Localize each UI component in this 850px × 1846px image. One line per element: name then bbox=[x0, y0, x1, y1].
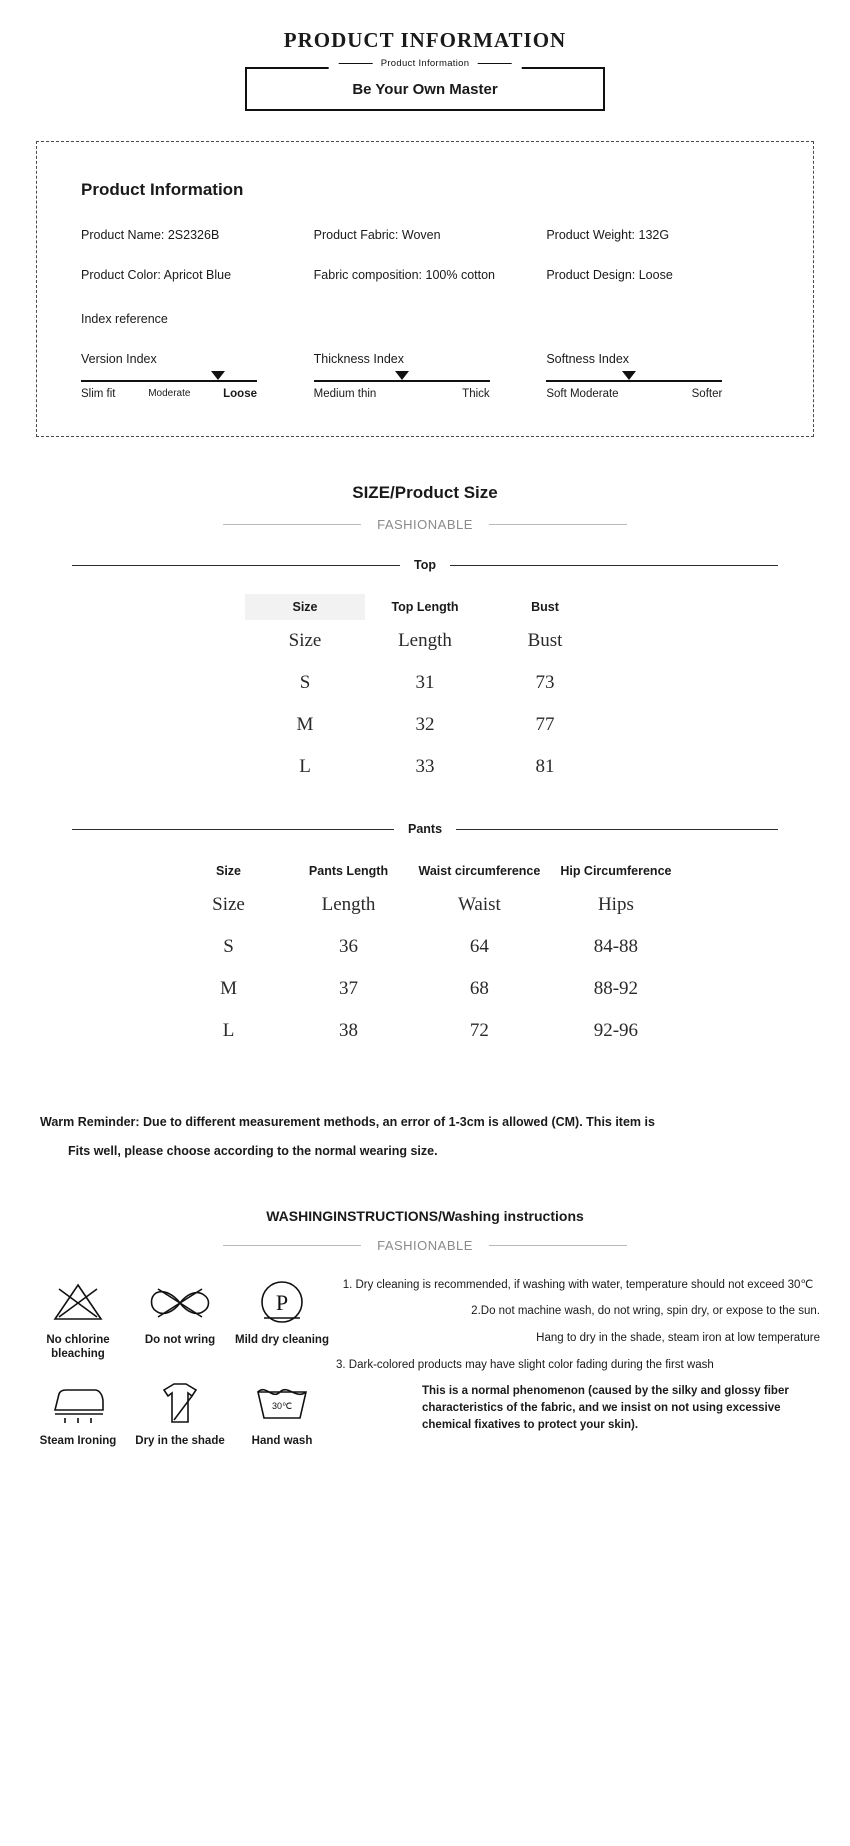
hand-wash-item bbox=[234, 1376, 330, 1448]
table-row bbox=[169, 1010, 682, 1052]
pants-header-waist: Waist circumference bbox=[418, 864, 541, 879]
product-weight-field: Product Weight: 132G bbox=[546, 228, 670, 242]
mild-dry-cleaning-caption: Mild dry cleaning bbox=[235, 1333, 329, 1346]
hand-wash-temperature-badge: 30℃ bbox=[271, 1400, 293, 1411]
washing-instruction-5: This is a normal phenomenon (caused by the silky and glossy fiber characteristics of the fabric, and we insist on not using excessive chemical fixatives to protect your skin). bbox=[422, 1385, 789, 1431]
version-index-marker bbox=[211, 371, 225, 380]
caption-rule-left bbox=[339, 63, 373, 64]
softness-index-bar bbox=[546, 380, 722, 382]
warm-reminder-line-2: Fits well, please choose according to the normal wearing size. bbox=[68, 1144, 438, 1158]
top-row-1-col-0: M bbox=[296, 714, 314, 736]
size-rule-right bbox=[489, 524, 627, 525]
top-row-0-col-0: S bbox=[299, 672, 311, 694]
pants-band-rule-left bbox=[72, 829, 394, 830]
top-band-rule-left bbox=[72, 565, 400, 566]
product-name-value: Product Name: 2S2326B bbox=[81, 228, 220, 242]
pants-subheader-hips: Hips bbox=[597, 894, 634, 916]
size-rule-left bbox=[223, 524, 361, 525]
pants-subheader-waist: Waist bbox=[458, 894, 501, 916]
caption-text: Product Information bbox=[380, 58, 470, 69]
top-band-rule-right bbox=[450, 565, 778, 566]
dry-in-the-shade-item bbox=[132, 1376, 228, 1448]
steam-ironing-item bbox=[30, 1376, 126, 1448]
index-reference-label: Index reference bbox=[81, 312, 168, 327]
softness-index-bar-wrap bbox=[546, 380, 722, 382]
top-header-bust: Bust bbox=[531, 600, 559, 615]
pants-header-size: Size bbox=[216, 864, 242, 879]
thickness-index-label-0: Medium thin bbox=[313, 388, 377, 401]
product-information-panel bbox=[36, 141, 814, 437]
do-not-wring-item bbox=[132, 1275, 228, 1362]
thickness-index-bar bbox=[314, 380, 490, 382]
softness-index-label-1: Softer bbox=[691, 388, 723, 401]
dry-in-the-shade-caption: Dry in the shade bbox=[135, 1434, 225, 1447]
warm-reminder-line-1: Warm Reminder: Due to different measurement methods, an error of 1-3cm is allowed (CM). This item is bbox=[40, 1115, 655, 1130]
pants-row-1-col-3: 88-92 bbox=[593, 978, 639, 1000]
version-index-label-2: Loose bbox=[223, 388, 257, 401]
mild-dry-cleaning-icon bbox=[234, 1275, 330, 1329]
softness-index bbox=[546, 352, 769, 400]
thickness-index-title: Thickness Index bbox=[313, 352, 404, 367]
pants-header-hip: Hip Circumference bbox=[560, 864, 672, 879]
top-row-0-col-2: 73 bbox=[535, 672, 555, 694]
table-row bbox=[169, 926, 682, 968]
version-index-labels bbox=[81, 388, 257, 400]
top-header-size: Size bbox=[245, 594, 365, 620]
slogan-box bbox=[245, 58, 605, 111]
thickness-index-bar-wrap bbox=[314, 380, 490, 382]
washing-icon-column bbox=[30, 1275, 330, 1462]
pants-row-2-col-3: 92-96 bbox=[593, 1020, 639, 1042]
washing-section-title: WASHINGINSTRUCTIONS/Washing instructions bbox=[266, 1207, 584, 1224]
product-color-field: Product Color: Apricot Blue bbox=[81, 268, 232, 283]
washing-icon-row-1 bbox=[30, 1275, 330, 1362]
top-header-length: Top Length bbox=[391, 600, 459, 615]
pants-row-1-col-0: M bbox=[220, 978, 237, 1000]
version-index-label-1: Moderate bbox=[148, 388, 191, 400]
pants-subheader-size: Size bbox=[212, 894, 245, 916]
size-subtitle-row bbox=[0, 517, 850, 532]
top-size-table bbox=[245, 594, 605, 788]
thickness-index-labels bbox=[314, 388, 490, 400]
table-row bbox=[245, 620, 605, 662]
slogan-text: Be Your Own Master bbox=[352, 80, 498, 98]
version-index-title: Version Index bbox=[81, 352, 157, 367]
softness-index-marker bbox=[622, 371, 636, 380]
pants-band-label: Pants bbox=[407, 822, 443, 837]
table-header-row bbox=[245, 594, 605, 620]
washing-instruction-4: 3. Dark-colored products may have slight color fading during the first wash bbox=[336, 1358, 714, 1371]
thickness-index-marker bbox=[395, 371, 409, 380]
svg-text:P: P bbox=[275, 1289, 289, 1315]
version-index-bar bbox=[81, 380, 257, 382]
top-row-0-col-1: 31 bbox=[415, 672, 435, 694]
washing-instructions-text bbox=[336, 1275, 820, 1462]
top-row-2-col-2: 81 bbox=[535, 756, 555, 778]
thickness-index-label-1: Thick bbox=[462, 388, 490, 401]
version-index-bar-wrap bbox=[81, 380, 257, 382]
washing-rule-right bbox=[489, 1245, 627, 1246]
top-band bbox=[72, 558, 778, 572]
table-row bbox=[245, 662, 605, 704]
pants-row-0-col-3: 84-88 bbox=[593, 936, 639, 958]
softness-index-title: Softness Index bbox=[546, 352, 630, 367]
pants-row-1-col-2: 68 bbox=[469, 978, 489, 1000]
table-row bbox=[169, 884, 682, 926]
top-subheader-length: Length bbox=[398, 630, 452, 652]
pants-row-0-col-1: 36 bbox=[339, 936, 359, 958]
fabric-composition-field: Fabric composition: 100% cotton bbox=[313, 268, 495, 283]
washing-fashionable-label: FASHIONABLE bbox=[377, 1237, 473, 1253]
pants-row-0-col-2: 64 bbox=[469, 936, 489, 958]
top-subheader-size: Size bbox=[288, 630, 322, 652]
pants-header-length: Pants Length bbox=[308, 864, 389, 879]
product-fabric-field: Product Fabric: Woven bbox=[313, 228, 441, 242]
product-information-grid bbox=[81, 226, 769, 284]
softness-index-labels bbox=[546, 388, 722, 400]
no-chlorine-bleaching-icon bbox=[30, 1275, 126, 1329]
top-band-label: Top bbox=[414, 558, 436, 573]
pants-row-2-col-2: 72 bbox=[469, 1020, 489, 1042]
warm-reminder bbox=[40, 1108, 810, 1166]
pants-row-0-col-0: S bbox=[223, 936, 234, 958]
pants-band-rule-right bbox=[456, 829, 778, 830]
product-name-field bbox=[81, 226, 304, 244]
top-row-2-col-1: 33 bbox=[415, 756, 435, 778]
steam-ironing-icon bbox=[30, 1376, 126, 1430]
pants-row-2-col-0: L bbox=[222, 1020, 235, 1042]
washing-instruction-1: 1. Dry cleaning is recommended, if washing with water, temperature should not exceed 30℃ bbox=[342, 1278, 814, 1291]
size-section-title: SIZE/Product Size bbox=[352, 483, 498, 503]
table-row bbox=[245, 704, 605, 746]
slogan-box-caption bbox=[329, 58, 522, 69]
washing-instruction-2: 2.Do not machine wash, do not wring, spin dry, or expose to the sun. bbox=[471, 1305, 820, 1318]
caption-rule-right bbox=[477, 63, 511, 64]
washing-body bbox=[30, 1275, 820, 1462]
top-subheader-bust: Bust bbox=[527, 630, 563, 652]
softness-index-label-0: Soft Moderate bbox=[546, 388, 619, 401]
version-index bbox=[81, 352, 304, 400]
washing-subtitle-row bbox=[0, 1238, 850, 1253]
product-design-field: Product Design: Loose bbox=[546, 268, 673, 283]
pants-band bbox=[72, 822, 778, 836]
pants-subheader-length: Length bbox=[321, 894, 376, 916]
hand-wash-caption: Hand wash bbox=[251, 1434, 313, 1447]
thickness-index bbox=[314, 352, 537, 400]
no-chlorine-bleaching-item bbox=[30, 1275, 126, 1362]
pants-row-2-col-1: 38 bbox=[339, 1020, 359, 1042]
size-fashionable-label: FASHIONABLE bbox=[377, 517, 473, 533]
table-row bbox=[245, 746, 605, 788]
page-title: PRODUCT INFORMATION bbox=[283, 28, 567, 52]
washing-instruction-3: Hang to dry in the shade, steam iron at low temperature bbox=[536, 1332, 820, 1345]
washing-icon-row-2 bbox=[30, 1376, 330, 1448]
top-row-1-col-1: 32 bbox=[415, 714, 435, 736]
washing-rule-left bbox=[223, 1245, 361, 1246]
do-not-wring-icon bbox=[132, 1275, 228, 1329]
no-chlorine-bleaching-caption: No chlorine bleaching bbox=[46, 1333, 110, 1361]
top-row-1-col-2: 77 bbox=[535, 714, 555, 736]
top-row-2-col-0: L bbox=[299, 756, 311, 778]
mild-dry-cleaning-item bbox=[234, 1275, 330, 1362]
table-row bbox=[169, 968, 682, 1010]
version-index-label-0: Slim fit bbox=[81, 388, 116, 401]
table-header-row bbox=[169, 858, 682, 884]
do-not-wring-caption: Do not wring bbox=[144, 1333, 216, 1346]
pants-size-table bbox=[169, 858, 682, 1052]
pants-row-1-col-1: 37 bbox=[339, 978, 359, 1000]
hand-wash-icon bbox=[234, 1376, 330, 1430]
dry-in-the-shade-icon bbox=[132, 1376, 228, 1430]
index-grid bbox=[81, 352, 769, 400]
product-information-heading: Product Information bbox=[81, 180, 244, 199]
steam-ironing-caption: Steam Ironing bbox=[39, 1434, 117, 1447]
